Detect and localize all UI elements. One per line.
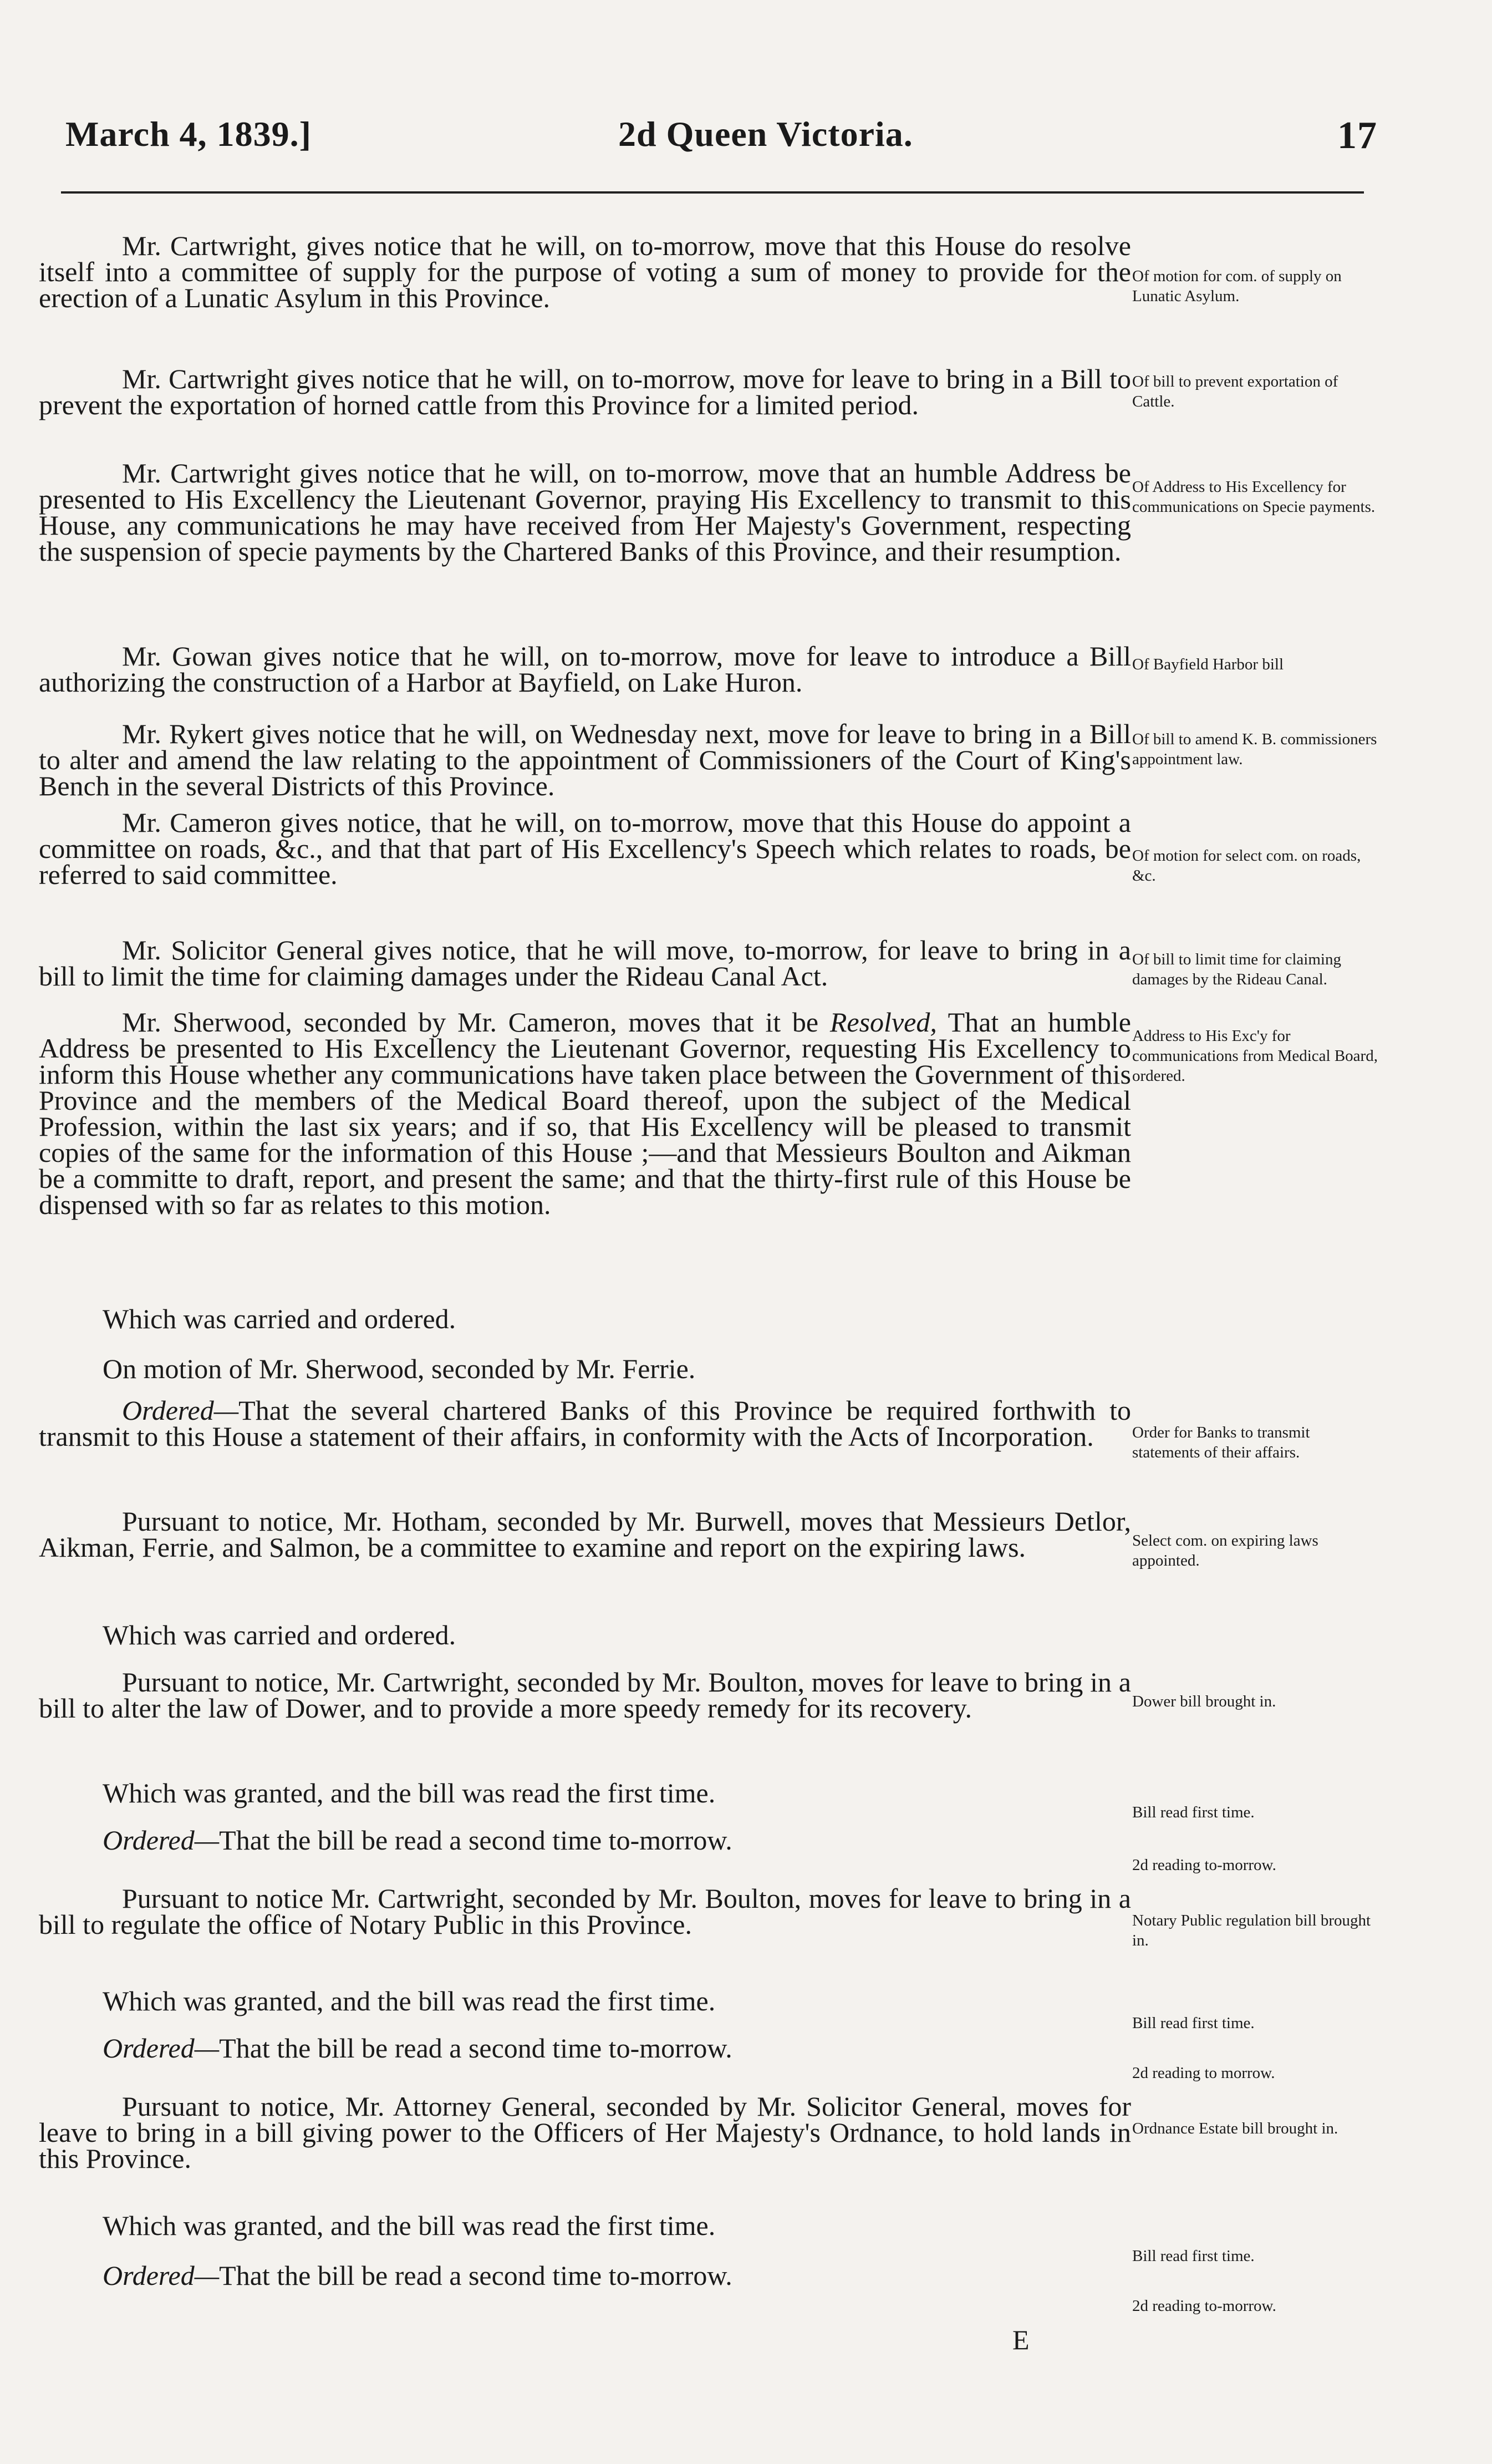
entry-text: Which was carried and ordered. <box>103 1303 456 1334</box>
margin-note: 2d reading to morrow. <box>1132 2064 1275 2082</box>
italic-term: Ordered— <box>103 2033 220 2064</box>
margin-note: 2d reading to-morrow. <box>1132 2297 1276 2315</box>
entry-text: Ordered—That the bill be read a second time to-morrow. <box>103 1825 732 1856</box>
entry-paragraph <box>39 1353 1131 1384</box>
italic-term: Ordered— <box>122 1395 239 1426</box>
margin-note: Ordnance Estate bill brought in. <box>1132 2120 1338 2137</box>
entry-text: Mr. Gowan gives notice that he will, on to-morrow, move for leave to introduce a Bill authorizing the construction of a Harbor at Bayfield, on Lake Huron. <box>39 641 1131 698</box>
entry-text: Which was granted, and the bill was read the first time. <box>103 1777 716 1808</box>
entry-text: Pursuant to notice, Mr. Cartwright, seconded by Mr. Boulton, moves for leave to bring in a bill to alter the law of Dower, and to provide a more speedy remedy for its recovery. <box>39 1667 1131 1724</box>
margin-note: Of motion for com. of supply on Lunatic Asylum. <box>1132 267 1342 305</box>
margin-note: Of Address to His Excellency for communications on Specie payments. <box>1132 478 1376 516</box>
entry-paragraph <box>39 2091 1131 2174</box>
header-rule <box>61 191 1364 194</box>
entry-text: Mr. Cartwright, gives notice that he will, on to-morrow, move that this House do resolve itself into a committee of supply for the purpose of voting a sum of money to provide for the erection of a Lunatic Asylum in this Province. <box>39 230 1131 313</box>
entry-text: Mr. Solicitor General gives notice, that he will move, to-morrow, for leave to bring in a bill to limit the time for claiming damages under the Rideau Canal Act. <box>39 934 1131 992</box>
italic-term: Ordered— <box>103 1825 220 1856</box>
margin-note: Order for Banks to transmit statements of their affairs. <box>1132 1424 1310 1461</box>
entry-paragraph <box>39 1667 1131 1724</box>
italic-term: Ordered— <box>103 2260 220 2291</box>
margin-note: Bill read first time. <box>1132 2247 1255 2265</box>
entry-paragraph <box>39 1395 1131 1452</box>
signature-mark: E <box>1012 2324 1030 2355</box>
page-number: 17 <box>1337 114 1377 157</box>
entry-text: Mr. Cartwright gives notice that he will, on to-morrow, move that an humble Address be presented to His Excellency the Lieutenant Governor, praying His Excellency to transmit to this House, any communications he may have received from Her Majesty's Government, respecting the suspension of specie payments by the Chartered Banks of this Province, and their resumption. <box>39 458 1131 567</box>
entry-paragraph <box>39 2033 1131 2064</box>
margin-note: Bill read first time. <box>1132 2014 1255 2032</box>
entry-paragraph <box>39 807 1131 890</box>
entry-text: Ordered—That the bill be read a second time to-morrow. <box>103 2260 732 2291</box>
header-date: March 4, 1839.] <box>65 114 312 154</box>
entry-paragraph <box>39 1825 1131 1856</box>
margin-note: Notary Public regulation bill brought in. <box>1132 1912 1371 1949</box>
entry-text: Mr. Cartwright gives notice that he will, on to-morrow, move for leave to bring in a Bill to prevent the exportation of horned cattle from this Province for a limited period. <box>39 363 1131 420</box>
entry-paragraph <box>39 1619 1131 1650</box>
entry-paragraph <box>39 1883 1131 1940</box>
entry-text: On motion of Mr. Sherwood, seconded by Mr. Ferrie. <box>103 1353 696 1384</box>
entry-paragraph <box>39 934 1131 992</box>
margin-note: Of bill to prevent exportation of Cattle. <box>1132 373 1338 410</box>
margin-note: Dower bill brought in. <box>1132 1693 1276 1710</box>
entry-text: Mr. Rykert gives notice that he will, on Wednesday next, move for leave to bring in a Bill to alter and amend the law relating to the appointment of Commissioners of the Court of King's Bench in the several Districts of this Province. <box>39 718 1131 801</box>
margin-note: Bill read first time. <box>1132 1803 1255 1821</box>
entry-paragraph <box>39 460 1131 565</box>
entry-text: Ordered—That the bill be read a second time to-morrow. <box>103 2033 732 2064</box>
entry-paragraph <box>39 1777 1131 1808</box>
entry-text: Mr. Cameron gives notice, that he will, on to-morrow, move that this House do appoint a committee on roads, &c., and that that part of His Excellency's Speech which relates to roads, be referred to said committee. <box>39 807 1131 890</box>
margin-note: Of Bayfield Harbor bill <box>1132 656 1284 673</box>
entry-paragraph <box>39 363 1131 420</box>
italic-term: Resolved, <box>829 1007 937 1038</box>
entry-paragraph <box>39 718 1131 801</box>
margin-note: Of motion for select com. on roads, &c. <box>1132 847 1361 885</box>
entry-paragraph <box>39 1985 1131 2016</box>
entry-text: Ordered—That the several chartered Banks of this Province be required forthwith to transmit to this House a statement of their affairs, in conformity with the Acts of Incorporation. <box>39 1395 1131 1452</box>
entry-text: Pursuant to notice, Mr. Hotham, seconded by Mr. Burwell, moves that Messieurs Detlor, Aikman, Ferrie, and Salmon, be a committee to examine and report on the expiring laws. <box>39 1506 1131 1563</box>
entry-paragraph <box>39 2210 1131 2241</box>
entry-text: Which was granted, and the bill was read the first time. <box>103 2210 716 2241</box>
entry-paragraph <box>39 230 1131 313</box>
entry-paragraph <box>39 2260 1131 2291</box>
margin-note: 2d reading to-morrow. <box>1132 1856 1276 1874</box>
entry-text: Pursuant to notice Mr. Cartwright, seconded by Mr. Boulton, moves for leave to bring in a bill to regulate the office of Notary Public in this Province. <box>39 1883 1131 1940</box>
margin-note: Address to His Exc'y for communications from Medical Board, ordered. <box>1132 1027 1378 1085</box>
entry-text: Pursuant to notice, Mr. Attorney General, seconded by Mr. Solicitor General, moves for leave to bring in a bill giving power to the Officers of Her Majesty's Ordnance, to hold lands in this Province. <box>39 2091 1131 2174</box>
entry-paragraph <box>39 641 1131 698</box>
entry-paragraph <box>39 1009 1131 1218</box>
entry-text: Which was granted, and the bill was read the first time. <box>103 1985 716 2016</box>
entry-text: Which was carried and ordered. <box>103 1619 456 1650</box>
entry-text: Mr. Sherwood, seconded by Mr. Cameron, moves that it be Resolved, That an humble Address be presented to His Excellency the Lieutenant Governor, requesting His Excellency to inform this House whether any communications have taken place between the Government of this Province and the members of the Medical Board thereof, upon the subject of the Medical Profession, within the last six years; and if so, that His Excellency will be pleased to transmit copies of the same for the information of this House ;—and that Messieurs Boulton and Aikman be a committe to draft, report, and present the same; and that the thirty-first rule of this House be dispensed with so far as relates to this motion. <box>39 1007 1131 1220</box>
entry-paragraph <box>39 1303 1131 1334</box>
margin-note: Of bill to limit time for claiming damages by the Rideau Canal. <box>1132 951 1341 988</box>
margin-note: Of bill to amend K. B. commissioners appointment law. <box>1132 730 1377 768</box>
entry-paragraph <box>39 1508 1131 1561</box>
header-title: 2d Queen Victoria. <box>618 114 913 154</box>
margin-note: Select com. on expiring laws appointed. <box>1132 1532 1318 1569</box>
